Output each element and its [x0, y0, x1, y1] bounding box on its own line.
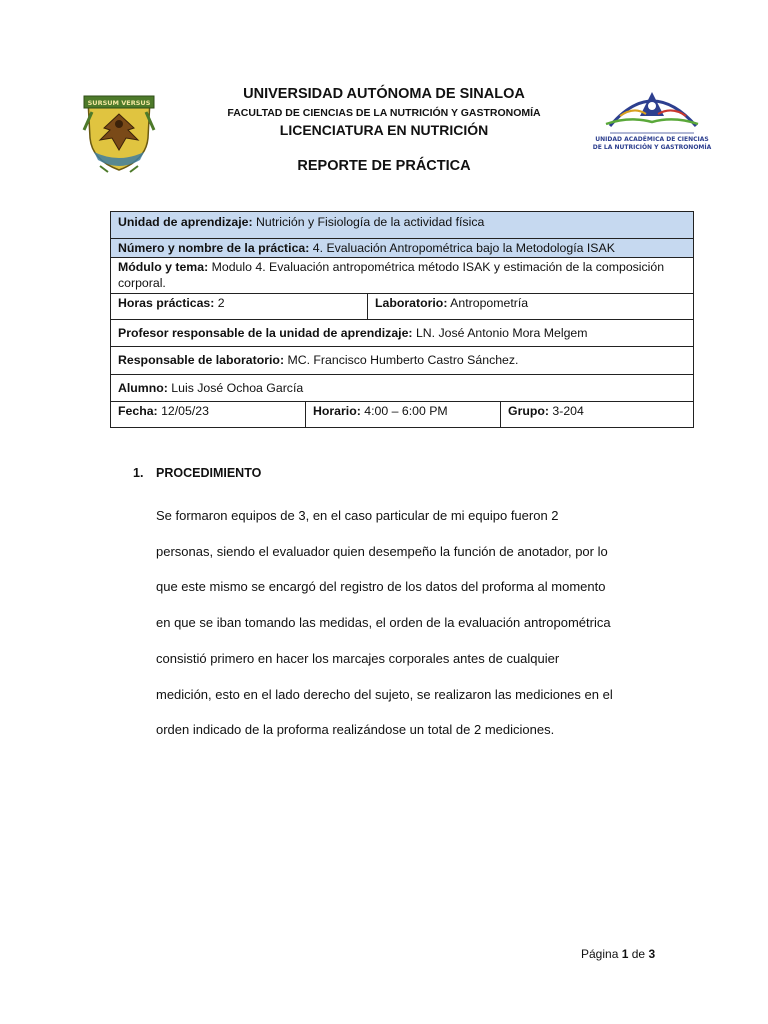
paragraph-line: Se formaron equipos de 3, en el caso particular de mi equipo fueron 2	[156, 508, 559, 523]
row-responsable	[111, 347, 694, 375]
faculty-logo	[592, 86, 712, 156]
horario-value: 4:00 – 6:00 PM	[364, 404, 448, 418]
faculty-logo-line1: UNIDAD ACADÉMICA DE CIENCIAS	[595, 136, 709, 143]
responsable-value: MC. Francisco Humberto Castro Sánchez.	[287, 353, 519, 367]
alumno-label: Alumno:	[118, 381, 168, 395]
row-profesor	[111, 320, 694, 347]
paragraph-line: consistió primero en hacer los marcajes corporales antes de cualquier	[156, 650, 560, 666]
faculty-name: FACULTAD DE CIENCIAS DE LA NUTRICIÓN Y GASTRONOMÍA	[227, 107, 541, 119]
current-page: 1	[621, 947, 629, 961]
alumno-value: Luis José Ochoa García	[171, 381, 304, 395]
horario-label: Horario:	[313, 404, 361, 418]
row-practica	[111, 239, 694, 258]
row-unidad	[111, 212, 694, 239]
responsable-label: Responsable de laboratorio:	[118, 353, 285, 367]
practica-label: Número y nombre de la práctica:	[118, 241, 310, 255]
section-number: 1.	[133, 466, 144, 480]
profesor-label: Profesor responsable de la unidad de aprendizaje:	[118, 326, 413, 340]
unidad-label: Unidad de aprendizaje:	[118, 215, 253, 229]
total-pages: 3	[648, 947, 656, 961]
paragraph-line: que este mismo se encargó del registro de los datos del proforma al momento	[156, 579, 606, 595]
page-label: Página	[581, 947, 619, 961]
modulo-value: Modulo 4. Evaluación antropométrica método ISAK y estimación de la composición corporal.	[118, 260, 665, 290]
fecha-value: 12/05/23	[161, 404, 209, 418]
faculty-logo-line2: DE LA NUTRICIÓN Y GASTRONOMÍA	[592, 144, 712, 151]
procedure-paragraph	[156, 498, 666, 748]
row-modulo	[111, 258, 694, 294]
horas-value: 2	[217, 296, 225, 310]
grupo-value: 3-204	[552, 404, 584, 418]
of-label: de	[631, 947, 646, 961]
laboratorio-label: Laboratorio:	[375, 296, 448, 310]
paragraph-line: personas, siendo el evaluador quien desempeño la función de anotador, por lo	[156, 543, 608, 559]
paragraph-line: orden indicado de la proforma realizándose un total de 2 mediciones.	[156, 722, 555, 738]
page-number	[581, 947, 655, 961]
grupo-label: Grupo:	[508, 404, 549, 418]
row-alumno	[111, 375, 694, 402]
modulo-label: Módulo y tema:	[118, 260, 209, 274]
horas-label: Horas prácticas:	[118, 296, 215, 310]
report-title: REPORTE DE PRÁCTICA	[297, 158, 471, 174]
degree-name: LICENCIATURA EN NUTRICIÓN	[279, 122, 489, 138]
practice-info-table	[110, 211, 694, 428]
unidad-value: Nutrición y Fisiología de la actividad física	[252, 215, 485, 229]
university-name: UNIVERSIDAD AUTÓNOMA DE SINALOA	[243, 86, 525, 102]
paragraph-line: medición, esto en el lado derecho del sujeto, se realizaron las mediciones en el	[156, 686, 613, 702]
row-fecha-horario-grupo	[111, 402, 694, 428]
laboratorio-value: Antropometría	[450, 296, 529, 310]
practica-value: 4. Evaluación Antropométrica bajo la Metodología ISAK	[312, 241, 615, 255]
row-horas-laboratorio	[111, 294, 694, 320]
profesor-value: LN. José Antonio Mora Melgem	[415, 326, 588, 340]
crest-motto: SURSUM VERSUS	[87, 99, 151, 107]
section-title: PROCEDIMIENTO	[156, 466, 262, 480]
paragraph-line: en que se iban tomando las medidas, el orden de la evaluación antropométrica	[156, 615, 611, 631]
fecha-label: Fecha:	[118, 404, 158, 418]
